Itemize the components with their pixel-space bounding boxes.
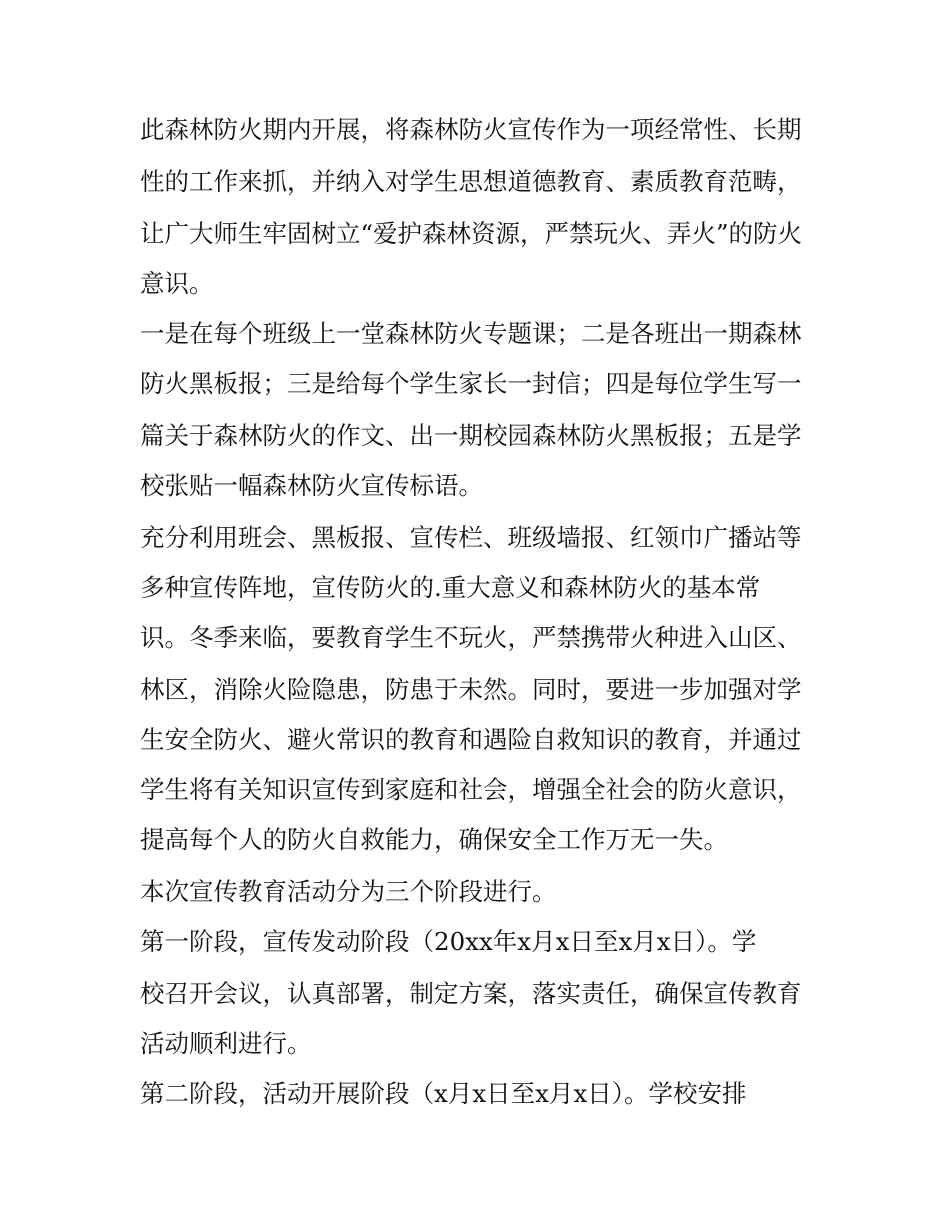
text-line: 校召开会议，认真部署，制定方案，落实责任，确保宣传教育	[140, 979, 802, 1008]
text-line: 第一阶段，宣传发动阶段（20xx年x月x日至x月x日）。学	[140, 927, 757, 956]
text-line: 生安全防火、避火常识的教育和遇险自救知识的教育，并通过	[140, 725, 802, 754]
text-line: 防火黑板报；三是给每个学生家长一封信；四是每位学生写一	[140, 369, 802, 398]
text-line: 多种宣传阵地，宣传防火的.重大意义和森林防火的基本常	[140, 573, 761, 602]
text-line: 第二阶段，活动开展阶段（x月x日至x月x日）。学校安排	[140, 1079, 747, 1108]
text-line: 本次宣传教育活动分为三个阶段进行。	[140, 877, 557, 906]
text-line: 意识。	[140, 269, 214, 298]
text-line: 一是在每个班级上一堂森林防火专题课；二是各班出一期森林	[140, 319, 802, 348]
text-line: 校张贴一幅森林防火宣传标语。	[140, 471, 483, 500]
text-line: 活动顺利进行。	[140, 1029, 312, 1058]
text-line: 性的工作来抓，并纳入对学生思想道德教育、素质教育范畴，	[140, 167, 802, 196]
text-line: 提高每个人的防火自救能力，确保安全工作万无一失。	[140, 825, 728, 854]
text-line: 篇关于森林防火的作文、出一期校园森林防火黑板报；五是学	[140, 421, 802, 450]
text-line: 识。冬季来临，要教育学生不玩火，严禁携带火种进入山区、	[140, 623, 802, 652]
text-line: 此森林防火期内开展，将森林防火宣传作为一项经常性、长期	[140, 115, 802, 144]
text-line: 让广大师生牢固树立“爱护森林资源，严禁玩火、弄火”的防火	[140, 219, 803, 248]
text-line: 充分利用班会、黑板报、宣传栏、班级墙报、红领巾广播站等	[140, 523, 802, 552]
text-line: 学生将有关知识宣传到家庭和社会，增强全社会的防火意识，	[140, 775, 802, 804]
text-line: 林区，消除火险隐患，防患于未然。同时，要进一步加强对学	[140, 675, 802, 704]
